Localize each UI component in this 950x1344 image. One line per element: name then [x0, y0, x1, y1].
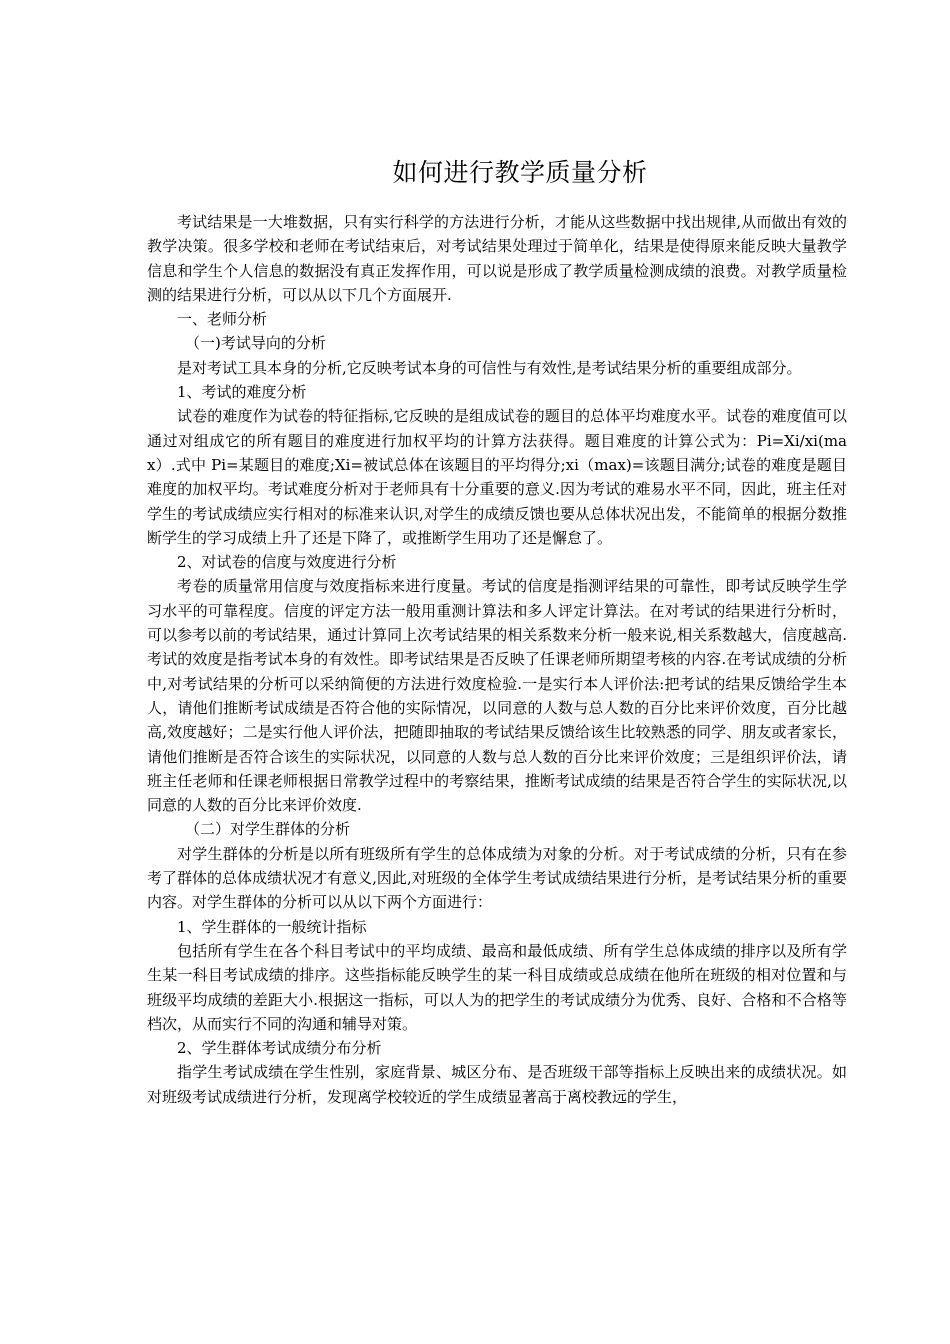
section-heading-teacher-analysis: 一、老师分析 — [177, 310, 268, 329]
reliability-validity-paragraph: 考卷的质量常用信度与效度指标来进行度量。考试的信度是指测评结果的可靠性，即考试反映学生学习水平的可靠程度。信度的评定方法一般用重测计算法和多人评定计算法。在对考试的结果进行分析时，可以参考以前的考试结果，通过计算同上次考试结果的相关系数来分析一般来说,相关系数越大，信度越高.考试的效度是指考试本身的有效性。即考试结果是否反映了任课老师所期望考核的内容.在考试成绩的分析中,对考试结果的分析可以采纳简便的方法进行效度检验.一是实行本人评价法:把考试的结果反馈给学生本人，请他们推断考试成绩是否符合他的实际情况，以同意的人数与总人数的百分比来评价效度，百分比越高,效度越好；二是实行他人评价法，把随即抽取的考试结果反馈给该生比较熟悉的同学、朋友或者家长，请他们推断是否符合该生的实际状况，以同意的人数与总人数的百分比来评价效度；三是组织评价法，请班主任老师和任课老师根据日常教学过程中的考察结果，推断考试成绩的结果是否符合学生的实际状况,以同意的人数的百分比来评价效度. — [147, 577, 847, 815]
document-title: 如何进行教学质量分析 — [392, 158, 648, 187]
item-heading-difficulty: 1、考试的难度分析 — [177, 383, 307, 402]
item-heading-score-distribution: 2、学生群体考试成绩分布分析 — [177, 1039, 382, 1058]
difficulty-paragraph: 试卷的难度作为试卷的特征指标,它反映的是组成试卷的题目的总体平均难度水平。试卷的难度值可以通过对组成它的所有题目的难度进行加权平均的计算方法获得。题目难度的计算公式为：Pi=Xi/xi(max）.式中 Pi=某题目的难度;Xi=被试总体在该题目的平均得分;xi（max)=该题目满分;试卷的难度是题目难度的加权平均。考试难度分析对于老师具有十分重要的意义.因为考试的难易水平不同，因此，班主任对学生的考试成绩应实行相对的标准来认识,对学生的成绩反馈也要从总体状况出发，不能简单的根据分数推断学生的学习成绩上升了还是下降了，或推断学生用功了还是懈怠了。 — [147, 407, 847, 547]
intro-paragraph: 考试结果是一大堆数据，只有实行科学的方法进行分析，才能从这些数据中找出规律,从而做出有效的教学决策。很多学校和老师在考试结束后，对考试结果处理过于简单化，结果是使得原来能反映大量教学信息和学生个人信息的数据没有真正发挥作用，可以说是形成了教学质量检测成绩的浪费。对教学质量检测的结果进行分析，可以从以下几个方面展开. — [147, 213, 847, 304]
item-heading-reliability-validity: 2、对试卷的信度与效度进行分析 — [177, 553, 397, 572]
subsection-heading-student-group: （二）对学生群体的分析 — [185, 820, 351, 839]
exam-orientation-paragraph: 是对考试工具本身的分析,它反映考试本身的可信性与有效性,是考试结果分析的重要组成部分。 — [177, 358, 802, 377]
student-group-paragraph: 对学生群体的分析是以所有班级所有学生的总体成绩为对象的分析。对于考试成绩的分析，只有在参考了群体的总体成绩状况才有意义,因此,对班级的全体学生考试成绩结果进行分析，是考试结果分析的重要内容。对学生群体的分析可以从以下两个方面进行： — [147, 844, 847, 912]
subsection-heading-exam-orientation: （一)考试导向的分析 — [185, 334, 326, 353]
score-distribution-paragraph: 指学生考试成绩在学生性别，家庭背景、城区分布、是否班级干部等指标上反映出来的成绩状况。如对班级考试成绩进行分析，发现离学校较近的学生成绩显著高于离校教远的学生， — [147, 1063, 847, 1106]
item-heading-general-statistics: 1、学生群体的一般统计指标 — [177, 917, 367, 936]
general-statistics-paragraph: 包括所有学生在各个科目考试中的平均成绩、最高和最低成绩、所有学生总体成绩的排序以及所有学生某一科目考试成绩的排序。这些指标能反映学生的某一科目成绩或总成绩在他所在班级的相对位置和与班级平均成绩的差距大小.根据这一指标，可以人为的把学生的考试成绩分为优秀、良好、合格和不合格等档次，从而实行不同的沟通和辅导对策。 — [147, 941, 847, 1033]
document-body — [147, 210, 847, 1109]
